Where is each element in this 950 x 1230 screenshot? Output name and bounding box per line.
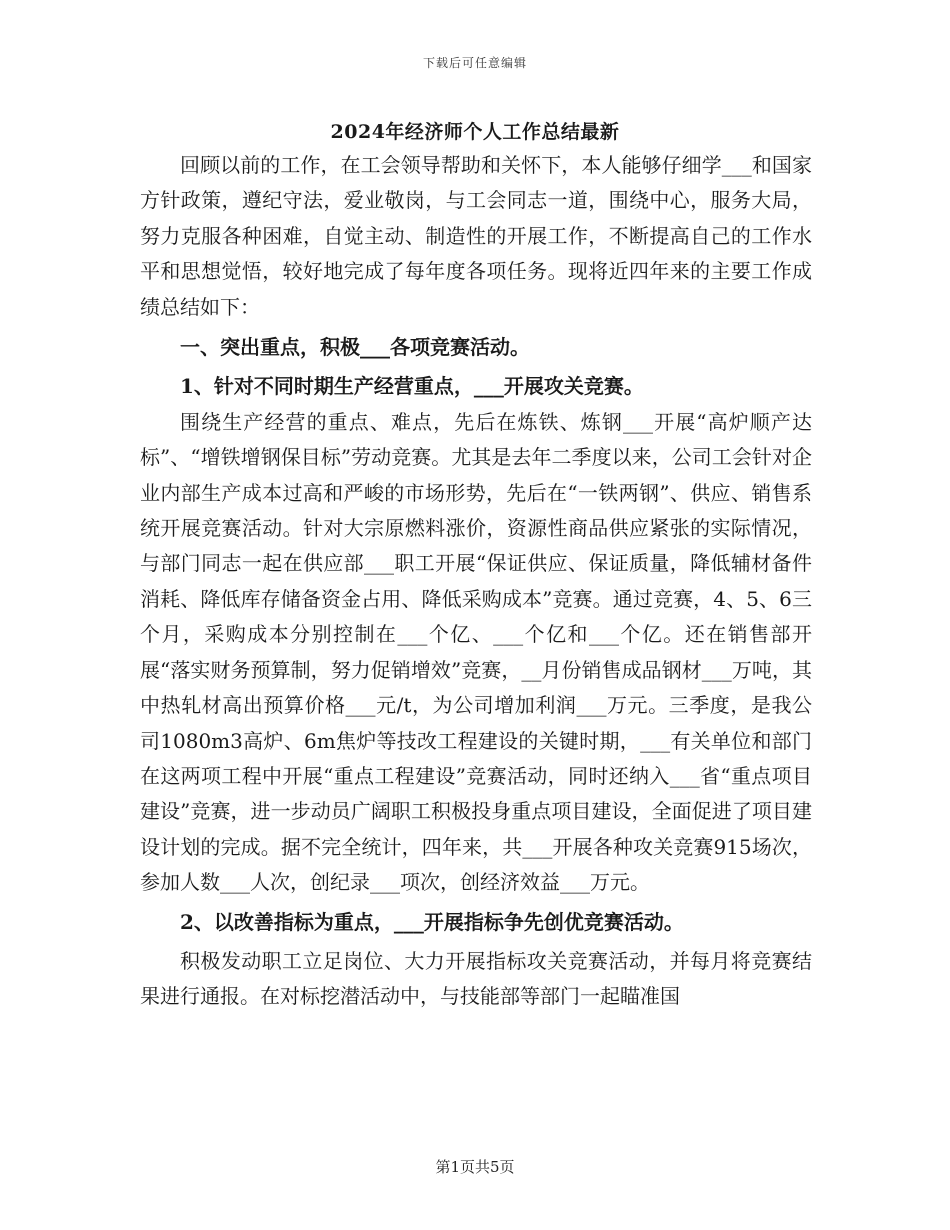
document-body [140,148,812,1015]
subsection-1-heading: 1、针对不同时期生产经营重点，___开展攻关竞赛。 [180,374,644,399]
header-note: 下载后可任意编辑 [422,56,527,70]
page-number-footer: 第1页共5页 [435,1158,515,1176]
subsection-2-heading: 2、以改善指标为重点，___开展指标争先创优竞赛活动。 [180,909,684,934]
subsection-2-paragraph: 积极发动职工立足岗位、大力开展指标攻关竞赛活动，并每月将竞赛结果进行通报。在对标挖潜活动中，与技能部等部门一起瞄准国 [140,948,812,1009]
section-1-heading: 一、突出重点，积极___各项竞赛活动。 [180,335,530,360]
intro-paragraph: 回顾以前的工作，在工会领导帮助和关怀下，本人能够仔细学___和国家方针政策，遵纪守法，爱业敬岗，与工会同志一道，围绕中心，服务大局，努力克服各种困难，自觉主动、制造性的开展工作，不断提高自己的工作水平和思想觉悟，较好地完成了每年度各项任务。现将近四年来的主要工作成绩总结如下： [140,153,812,319]
subsection-1-paragraph: 围绕生产经营的重点、难点，先后在炼铁、炼钢___开展“高炉顺产达标”、“增铁增钢保目标”劳动竞赛。尤其是去年二季度以来，公司工会针对企业内部生产成本过高和严峻的市场形势，先后在“一铁两钢”、供应、销售系统开展竞赛活动。针对大宗原燃料涨价，资源性商品供应紧张的实际情况，与部门同志一起在供应部___职工开展“保证供应、保证质量，降低辅材备件消耗、降低库存储备资金占用、降低采购成本”竞赛。通过竞赛，4、5、6三个月，采购成本分别控制在___个亿、___个亿和___个亿。还在销售部开展“落实财务预算制，努力促销增效”竞赛，__月份销售成品钢材___万吨，其中热轧材高出预算价格___元/t，为公司增加利润___万元。三季度，是我公司1080m3高炉、6m焦炉等技改工程建设的关键时期，___有关单位和部门在这两项工程中开展“重点工程建设”竞赛活动，同时还纳入___省“重点项目建设”竞赛，进一步动员广阔职工积极投身重点项目建设，全面促进了项目建设计划的完成。据不完全统计，四年来，共___开展各种攻关竞赛915场次，参加人数___人次，创纪录___项次，创经济效益___万元。 [140,409,812,895]
document-title: 2024年经济师个人工作总结最新 [330,121,620,143]
